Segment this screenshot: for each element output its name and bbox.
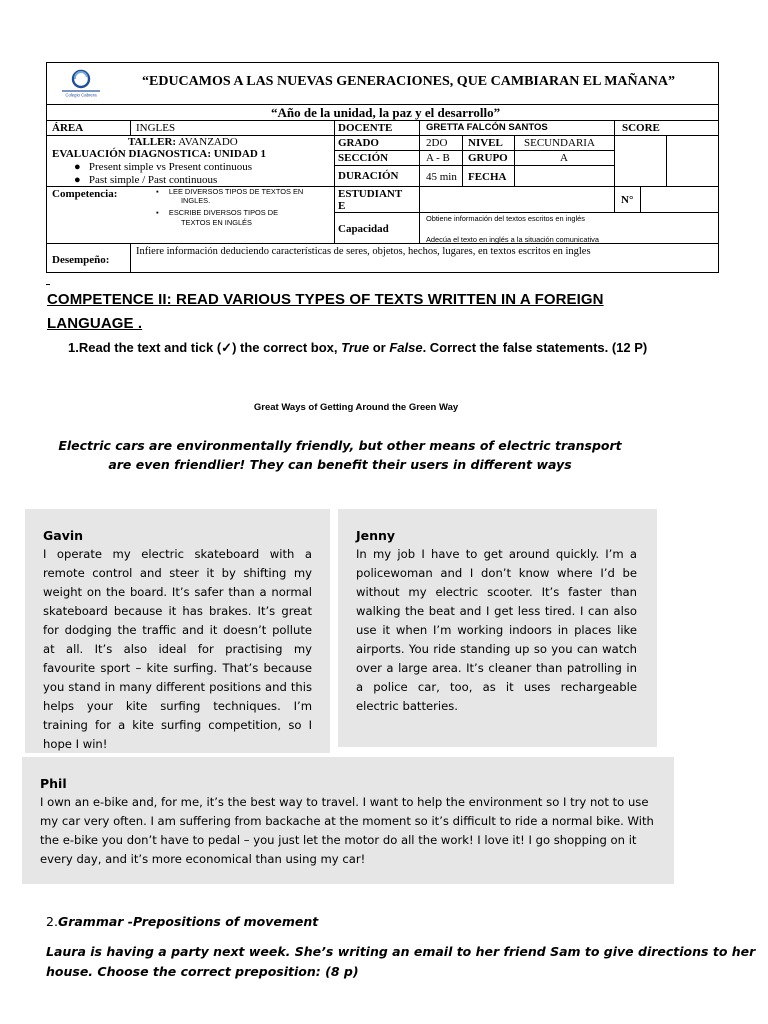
grammar-intro-line-1: Laura is having a party next week. She’s writing an email to her friend Sam to give directions to her xyxy=(46,944,756,959)
grammar-intro xyxy=(46,942,755,982)
competence-title-line-1: COMPETENCE II: READ VARIOUS TYPES OF TEXTS WRITTEN IN A FOREIGN xyxy=(47,291,604,308)
grado-value: 2DO xyxy=(426,137,448,149)
seccion-value: A - B xyxy=(426,152,450,164)
logo-text: Colegio Cabrera xyxy=(65,92,97,98)
instruction-1 xyxy=(68,340,647,356)
duracion-value: 45 min xyxy=(426,171,457,183)
score-label: SCORE xyxy=(622,122,660,134)
grupo-label: GRUPO xyxy=(468,152,508,164)
fecha-label: FECHA xyxy=(468,171,507,183)
grado-label: GRADO xyxy=(338,137,379,149)
school-logo xyxy=(56,68,106,98)
competencia-label: Competencia: xyxy=(52,188,118,200)
card-phil xyxy=(22,757,674,884)
intro-line-1: Electric cars are environmentally friendly, but other means of electric transport xyxy=(58,438,622,453)
docente-label: DOCENTE xyxy=(338,122,393,134)
nivel-label: NIVEL xyxy=(468,137,503,149)
taller-value: AVANZADO xyxy=(178,136,238,148)
seccion-label: SECCIÓN xyxy=(338,152,389,164)
grupo-value: A xyxy=(560,152,568,164)
competence-title-line-2: LANGUAGE . xyxy=(47,315,143,332)
taller-label: TALLER: xyxy=(128,136,177,148)
card-jenny xyxy=(338,509,657,747)
bullet-icon: ● xyxy=(74,174,81,186)
competencia-item-1 xyxy=(156,187,303,196)
card-gavin xyxy=(25,509,330,753)
nivel-value: SECUNDARIA xyxy=(524,137,595,149)
grammar-intro-line-2: house. Choose the correct preposition: (8 p) xyxy=(46,964,359,979)
grammar-title: Grammar -Prepositions of movement xyxy=(57,914,319,929)
competence-title xyxy=(47,288,604,336)
competencia-item-2 xyxy=(156,208,278,217)
numero-label: N° xyxy=(621,194,634,206)
competencia-text: LEE DIVERSOS TIPOS DE TEXTOS EN xyxy=(168,187,304,196)
header-table xyxy=(46,62,719,272)
competence-dash xyxy=(46,284,50,285)
competencia-item-2b: TEXTOS EN INGLÉS xyxy=(181,218,252,227)
topic-bullet-1 xyxy=(74,161,252,173)
desempeno-label: Desempeño: xyxy=(52,254,110,266)
topic-bullet-2 xyxy=(74,174,217,186)
area-value: INGLES xyxy=(136,122,176,134)
instruction-number: 1. xyxy=(68,340,79,355)
capacidad-2: Adecúa el texto en inglés a la situación comunicativa xyxy=(426,235,599,244)
capacidad-1: Obtiene información del textos escritos en inglés xyxy=(426,214,585,223)
card-name: Jenny xyxy=(356,528,396,543)
taller xyxy=(128,136,238,148)
instruction-post: . Correct the false statements. (12 P) xyxy=(422,340,648,355)
capacidad-label: Capacidad xyxy=(338,223,389,235)
duracion-label: DURACIÓN xyxy=(338,170,399,182)
estudiante-label-2: E xyxy=(338,200,346,212)
bullet-icon: ▪ xyxy=(156,187,159,196)
topic-text: Past simple / Past continuous xyxy=(88,174,218,186)
check-icon: ✓ xyxy=(221,340,233,355)
school-motto: “EDUCAMOS A LAS NUEVAS GENERACIONES, QUE CAMBIARAN EL MAÑANA” xyxy=(142,74,675,89)
card-text: In my job I have to get around quickly. I’m a policewoman and I don’t know where I’d be without my electric scooter. It’s faster than walking the beat and I get less tired. I can also use it when I’m working indoors in places like airports. You ride standing up so you can watch over a large area. It’s cleaner than patrolling in a police car, too, as it uses rechargeable electric batteries. xyxy=(356,547,637,713)
year-title: “Año de la unidad, la paz y el desarrollo” xyxy=(271,105,501,120)
bullet-icon: ● xyxy=(74,161,81,173)
reading-intro xyxy=(40,436,640,474)
desempeno-value: Infiere información deduciendo características de seres, objetos, hechos, lugares, en textos escritos en ingles xyxy=(136,246,591,257)
competencia-text: ESCRIBE DIVERSOS TIPOS DE xyxy=(168,208,279,217)
bullet-icon: ▪ xyxy=(156,208,159,217)
topic-text: Present simple vs Present continuous xyxy=(88,161,253,173)
docente-value: GRETTA FALCÓN SANTOS xyxy=(426,122,548,133)
estudiante-label: ESTUDIANT xyxy=(338,188,403,200)
grammar-heading xyxy=(46,914,318,929)
instruction-mid: ) the correct box, xyxy=(232,340,342,355)
area-label: ÁREA xyxy=(52,122,84,134)
instruction-pre: Read the text and tick ( xyxy=(78,340,222,355)
true-word: True xyxy=(341,340,370,355)
card-text: I operate my electric skateboard with a remote control and steer it by shifting my weight on the board. It’s safer than a normal skateboard because it has brakes. It’s great for dodging the traffic and it doesn’t pollute at all. It’s also ideal for practising my favourite sport – kite surfing. That’s because you stand in many different positions and this helps your kite surfing techniques. I’m training for a kite surfing competition, so I hope I win! xyxy=(43,547,312,751)
card-name: Gavin xyxy=(43,528,84,543)
card-name: Phil xyxy=(40,776,67,791)
card-text: I own an e-bike and, for me, it’s the best way to travel. I want to help the environment so I try not to use my car very often. I am suffering from backache at the moment so it’s difficult to ride a normal bike. With the e-bike you don’t have to pedal – you just let the motor do all the work! I love it! I go shopping on it every day, and it’s more economical than using my car! xyxy=(40,795,654,866)
grammar-number: 2. xyxy=(46,914,58,929)
instruction-or: or xyxy=(369,340,390,355)
evaluacion-title: EVALUACIÓN DIAGNOSTICA: UNIDAD 1 xyxy=(52,148,267,160)
reading-title: Great Ways of Getting Around the Green Way xyxy=(253,402,459,413)
competencia-item-1b: INGLES. xyxy=(181,196,211,205)
false-word: False xyxy=(389,340,423,355)
intro-line-2: are even friendlier! They can benefit their users in different ways xyxy=(108,457,572,472)
